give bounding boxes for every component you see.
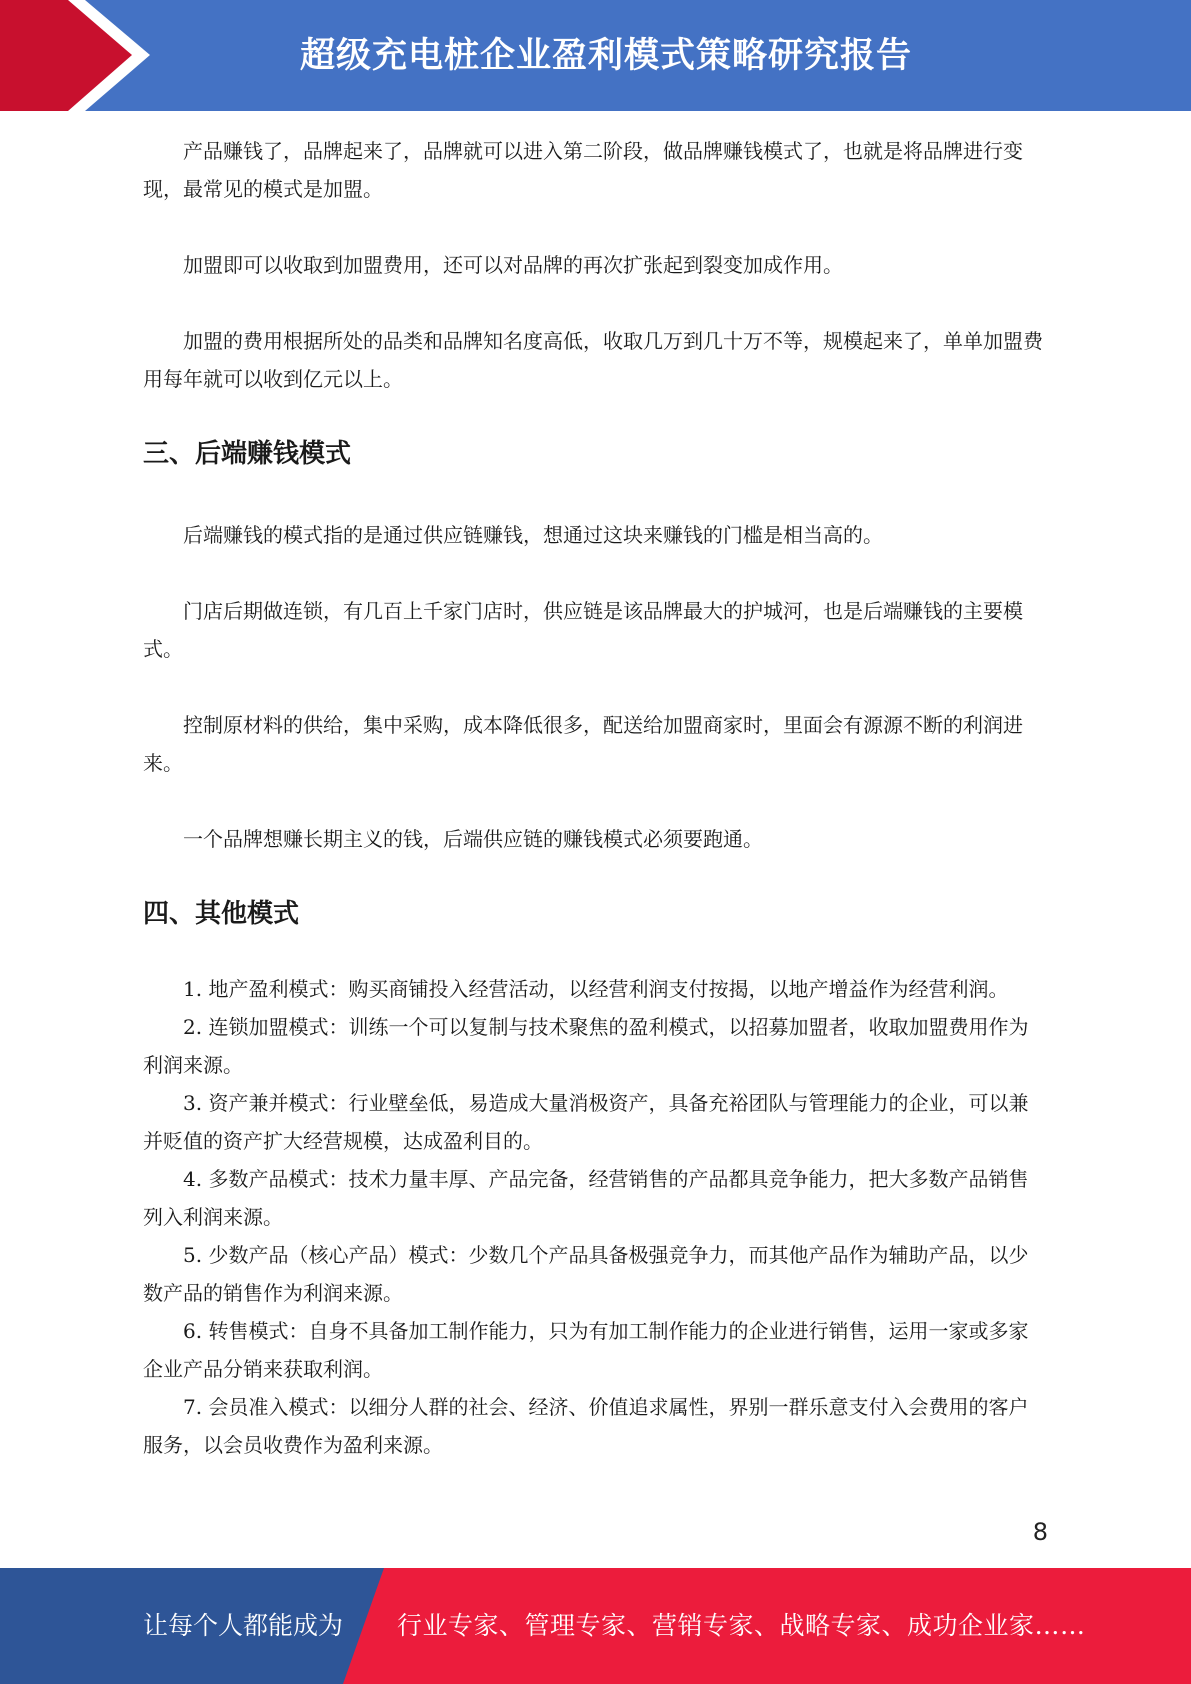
paragraph: 一个品牌想赚长期主义的钱，后端供应链的赚钱模式必须要跑通。 [183, 827, 763, 851]
footer-slogan-right: 行业专家、管理专家、营销专家、战略专家、成功企业家…… [397, 1611, 1086, 1640]
paragraph: 控制原材料的供给，集中采购，成本降低很多，配送给加盟商家时，里面会有源源不断的利润进来。 [143, 713, 1023, 775]
list-item: 7. 会员准入模式：以细分人群的社会、经济、价值追求属性，界别一群乐意支付入会费用的客户服务，以会员收费作为盈利来源。 [143, 1395, 1029, 1457]
paragraph: 产品赚钱了，品牌起来了，品牌就可以进入第二阶段，做品牌赚钱模式了，也就是将品牌进行变现，最常见的模式是加盟。 [143, 139, 1023, 201]
list-item: 1. 地产盈利模式：购买商铺投入经营活动，以经营利润支付按揭，以地产增益作为经营利润。 [183, 977, 1009, 1001]
report-footer [0, 1568, 1191, 1684]
footer-slogan-left: 让每个人都能成为 [143, 1611, 344, 1640]
paragraph: 加盟即可以收取到加盟费用，还可以对品牌的再次扩张起到裂变加成作用。 [183, 253, 843, 277]
list-item: 3. 资产兼并模式：行业壁垒低，易造成大量消极资产，具备充裕团队与管理能力的企业，可以兼并贬值的资产扩大经营规模，达成盈利目的。 [143, 1091, 1029, 1153]
list-item: 4. 多数产品模式：技术力量丰厚、产品完备，经营销售的产品都具竞争能力，把大多数产品销售列入利润来源。 [143, 1167, 1029, 1229]
paragraph: 后端赚钱的模式指的是通过供应链赚钱，想通过这块来赚钱的门槛是相当高的。 [183, 523, 883, 547]
section-heading-backend: 三、后端赚钱模式 [143, 439, 352, 469]
report-header [0, 0, 1191, 111]
section-heading-other: 四、其他模式 [143, 899, 300, 929]
list-item: 5. 少数产品（核心产品）模式：少数几个产品具备极强竞争力，而其他产品作为辅助产品，以少数产品的销售作为利润来源。 [143, 1243, 1029, 1305]
header-arrow-decoration [0, 0, 132, 111]
paragraph: 加盟的费用根据所处的品类和品牌知名度高低，收取几万到几十万不等，规模起来了，单单加盟费用每年就可以收到亿元以上。 [143, 329, 1043, 391]
paragraph: 门店后期做连锁，有几百上千家门店时，供应链是该品牌最大的护城河，也是后端赚钱的主要模式。 [143, 599, 1023, 661]
model-list [143, 970, 1046, 1464]
page-content [143, 132, 1046, 1464]
page-number: 8 [1032, 1518, 1048, 1546]
list-item: 2. 连锁加盟模式：训练一个可以复制与技术聚焦的盈利模式，以招募加盟者，收取加盟费用作为利润来源。 [143, 1015, 1029, 1077]
report-title: 超级充电桩企业盈利模式策略研究报告 [300, 36, 913, 76]
list-item: 6. 转售模式：自身不具备加工制作能力，只为有加工制作能力的企业进行销售，运用一家或多家企业产品分销来获取利润。 [143, 1319, 1029, 1381]
